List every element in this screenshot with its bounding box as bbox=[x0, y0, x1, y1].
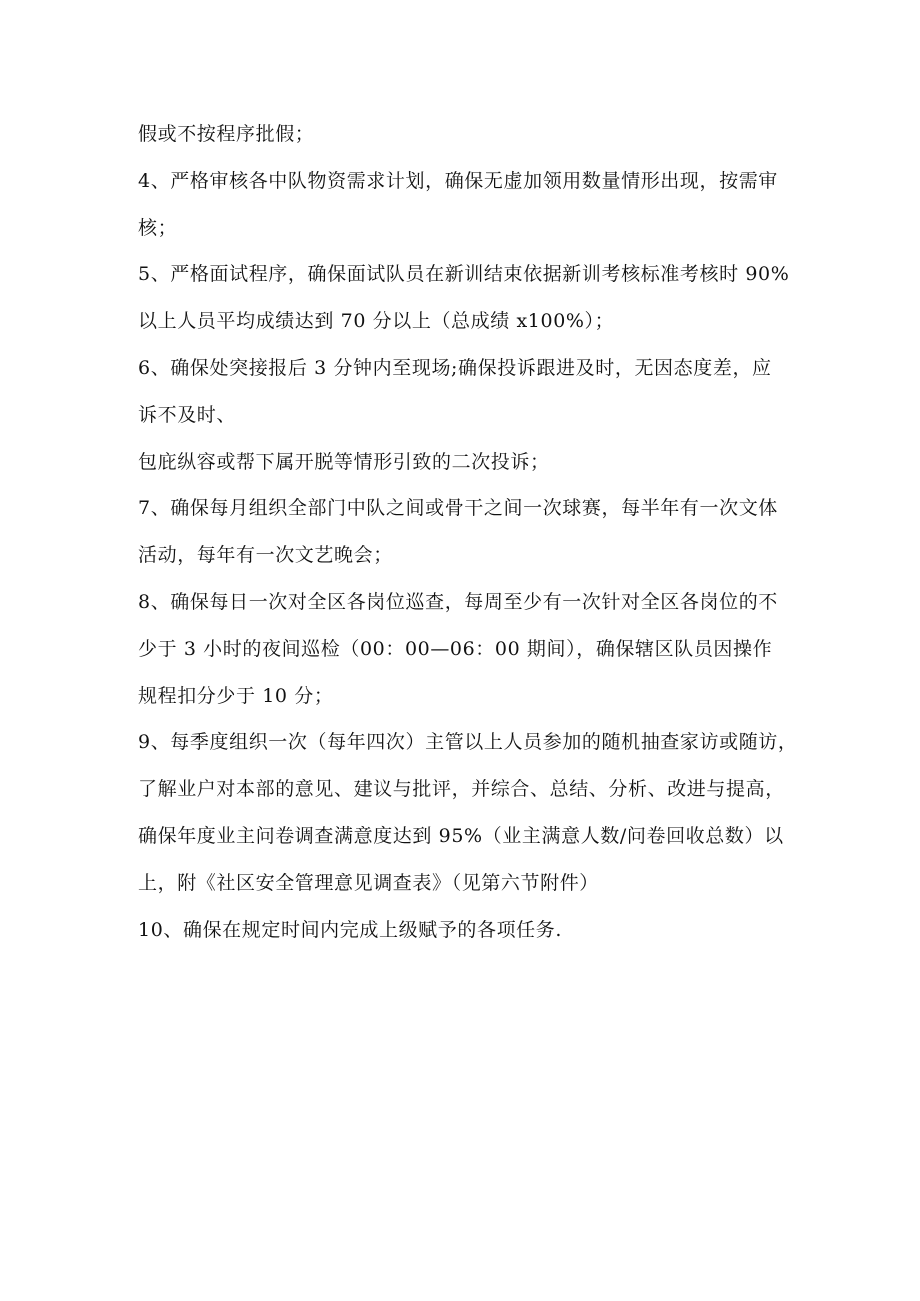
text-line: 诉不及时、 bbox=[138, 403, 237, 426]
text-line: 活动，每年有一次文艺晚会； bbox=[138, 544, 393, 567]
text-line: 规程扣分少于 10 分； bbox=[138, 684, 334, 707]
text-line: 确保年度业主问卷调查满意度达到 95%（业主满意人数/问卷回收总数）以 bbox=[138, 824, 784, 847]
text-line: 假或不按程序批假； bbox=[138, 123, 315, 145]
text-line: 核； bbox=[138, 216, 178, 239]
text-line: 包庇纵容或帮下属开脱等情形引致的二次投诉； bbox=[138, 450, 550, 473]
text-line: 10、确保在规定时间内完成上级赋予的各项任务. bbox=[138, 918, 563, 941]
text-line: 上，附《社区安全管理意见调查表》（见第六节附件） bbox=[138, 871, 599, 894]
text-line: 了解业户对本部的意见、建议与批评，并综合、总结、分析、改进与提高， bbox=[138, 778, 785, 801]
text-line: 7、确保每月组织全部门中队之间或骨干之间一次球赛，每半年有一次文体 bbox=[138, 497, 778, 520]
text-line: 6、确保处突接报后 3 分钟内至现场;确保投诉跟进及时，无因态度差，应 bbox=[138, 356, 772, 379]
text-line: 5、严格面试程序，确保面试队员在新训结束依据新训考核标准考核时 90% bbox=[138, 263, 790, 286]
text-line: 4、严格审核各中队物资需求计划，确保无虚加领用数量情形出现，按需审 bbox=[138, 169, 778, 192]
text-line: 9、每季度组织一次（每年四次）主管以上人员参加的随机抽查家访或随访， bbox=[138, 731, 798, 754]
text-line: 8、确保每日一次对全区各岗位巡查，每周至少有一次针对全区各岗位的不 bbox=[138, 590, 778, 613]
text-line: 少于 3 小时的夜间巡检（00：00—06：00 期间），确保辖区队员因操作 bbox=[138, 637, 773, 660]
document-body bbox=[138, 111, 818, 953]
text-line: 以上人员平均成绩达到 70 分以上（总成绩 x100%）； bbox=[138, 310, 615, 333]
